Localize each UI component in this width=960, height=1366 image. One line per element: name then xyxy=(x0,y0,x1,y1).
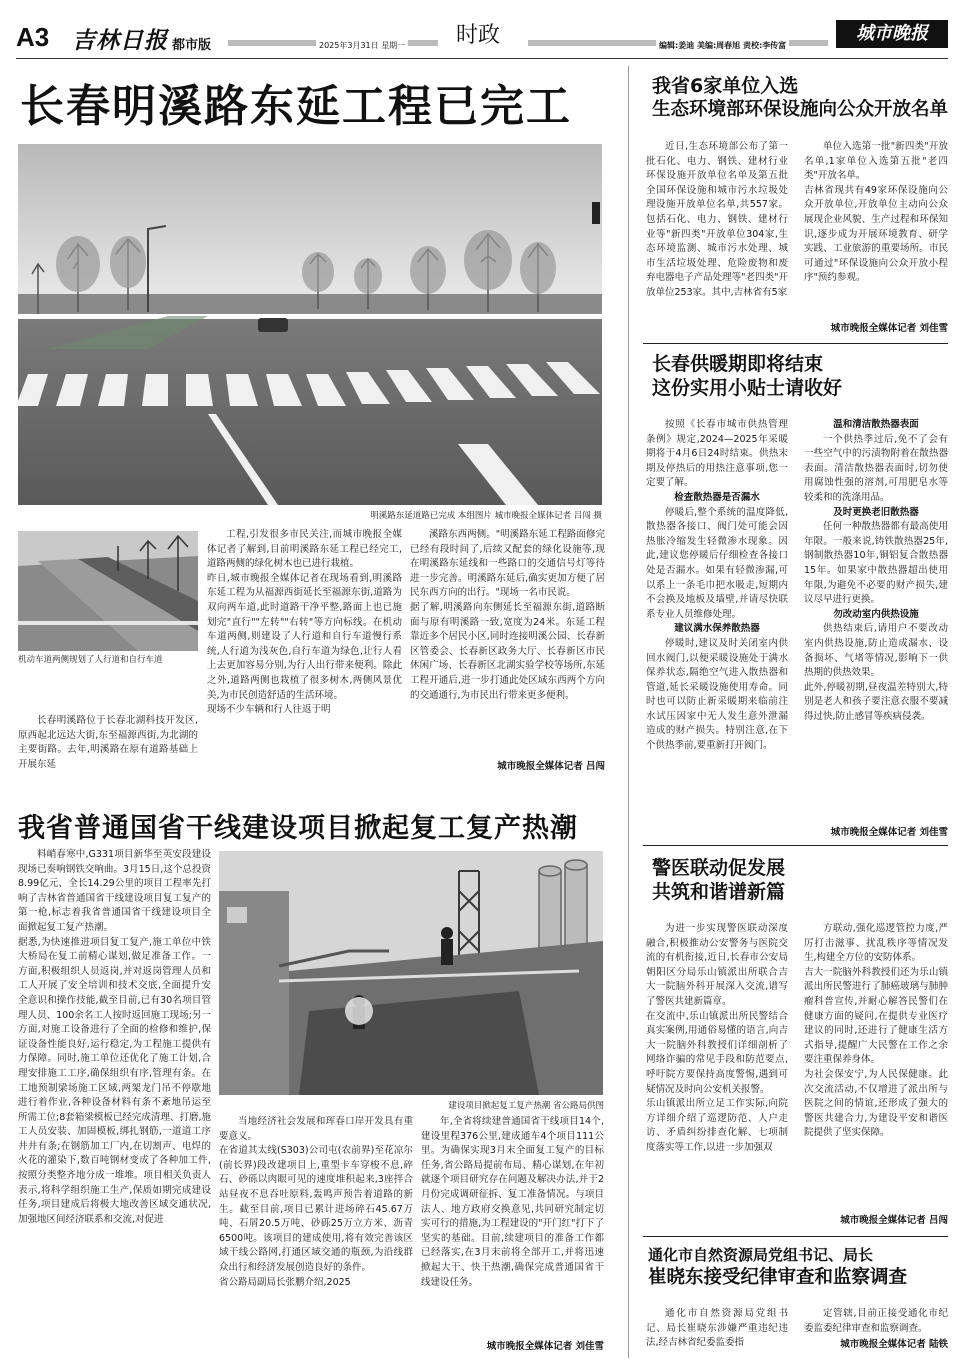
lower-article-col1: 料峭春寒中,G331项目新华至英安段建设现场已奏响钢铁交响曲。3月15日,这个总投资8.99亿元、全长14.29公里的项目工程率先打响了吉林省普通国省干线建设项目复工复产的第一枪,标志着我省普通国省干线建设项目全面掀起复工复产热潮。 据悉,为快速推进项目复工复产,施工单位中铁大桥局在复工前精心谋划,做足准备工作。一方面,积极组织人员返岗,并对返岗管理人员和工人开展了安全培训和技术交底,全面提升安全意识和操作技能,截至目前,已有30名项目管理人员、100余名工人按时返回施工现场;另一方面,对施工设备进行了全面的检修和维护,保证设备性能良好,运行稳定,为工程施工提供有力保障。同时,施工单位还优化了施工计划,合理安排施工工序,确保组织有序,管理有条。在工地预制梁场施工区域,两架龙门吊不停歇地进行着作业,各种设备材料有条不紊地吊运至所需工位;8套箱梁模板已经完成清理、打磨,施工人员安装、加固模板,绑扎钢筋,一道道工序井井有条;在钢筋加工厂内,在切割声、电焊的火花的灌染下,数百吨钢材变成了各种加工件,按照分类整齐地分成一堆堆。项目相关负责人表示,将科学组织施工生产,保质如期完成建设任务,项目建成后将极大地改善区域交通状况,加强地区间经济联系和交流,对促进 xyxy=(18,849,211,1225)
page-number: A3 xyxy=(16,22,50,52)
eco-article-title: 我省6家单位入选 生态环境部环保设施向公众开放名单 xyxy=(652,75,949,120)
main-article-col1: 长春明溪路位于长春北湖科技开发区,原西起北远达大街,东至福源西街,为北湖的主要街路。去年,明溪路在原有道路基础上开展东延 xyxy=(18,715,198,770)
main-article-col2: 工程,引发很多市民关注,而城市晚报全媒体记者了解到,目前明溪路东延工程已经完工,道路两侧的绿化树木也已进行栽植。 昨日,城市晚报全媒体记者在现场看到,明溪路东延工程为从福源西街延长至福源东街,道路为双向两车道,此时道路干净平整,路面上也已施划完"直行""左转""右转"等方向标线。在机动车道两侧,则建设了人行道和自行车道慢行系统,人行道为浅灰色,自行车道为绿色,让行人看上去更加容易分别,为行人出行带来便利。除此之外,道路两侧也栽植了很多树木,两侧风景优美,为市民创造舒适的生活环境。 现场不少车辆和行人往返于明 xyxy=(207,529,402,716)
page-header xyxy=(0,0,960,62)
bike-lane-photo xyxy=(18,531,198,651)
main-headline: 长春明溪路东延工程已完工 xyxy=(20,81,572,132)
eco-article-col1: 近日,生态环境部公布了第一批石化、电力、钢铁、建材行业环保设施开放单位名单及第五批全国环保设施和城市污水垃圾处理设施开放单位名单,共557家。包括石化、电力、钢铁、建材行业等"新四类"开放单位304家,生态环境监测、城市污水处理、城市生活垃圾处理、危险废物和废弃电器电子产品处理等"老四类"开放单位253家。其中,吉林省有5家 xyxy=(646,141,788,298)
police-article-title: 警医联动促发展 共筑和谐谱新篇 xyxy=(652,857,786,903)
brand-logo: 城市晚报 xyxy=(836,20,948,48)
newspaper-name: 吉林日报 xyxy=(72,27,168,54)
heating-byline: 城市晚报全媒体记者 刘佳雪 xyxy=(830,827,948,838)
heating-article-title: 长春供暖期即将结束 这份实用小贴士请收好 xyxy=(652,353,843,399)
main-road-photo xyxy=(18,144,602,505)
heating-article-col1: 按照《长春市城市供热管理条例》规定,2024—2025年采暖期将于4月6日24时结束。供热末期及停热后的用热注意事项,您一定要了解。 检查散热器是否漏水 停暖后,整个系统的温度降低,散热器各接口、阀门处可能会因热胀冷缩发生轻微渗水现象。因此,建议您停暖后仔细检查各接口处是否漏水。如果有轻微渗漏,可以系上一条毛巾把水吸走,短期内不会换及地板及墙壁,并请尽快联系专业人员维修处理。 建议满水保养散热器 停暖时,建议及时关闭室内供回水阀门,以便采暖设施处于满水保养状态,隔绝空气进入散热器和管道,延长采暖设施使用寿命。同时也可以防止新采暖期来临前注水试压因家中无人发生意外泄漏造成的财产损失。特别注意,在下个供热季前,要重新打开阀门。 xyxy=(646,419,788,752)
small-photo-caption: 机动车道两侧规划了人行道和自行车道 xyxy=(18,655,163,665)
editor-credits: 编辑:姜迪 美编:周春旭 责校:李传富 xyxy=(656,40,789,51)
tonghua-byline: 城市晚报全媒体记者 陆铁 xyxy=(840,1339,948,1350)
lower-byline: 城市晚报全媒体记者 刘佳雪 xyxy=(486,1341,604,1352)
lower-article-col3: 年,全省将续建普通国省干线项目14个,建设里程376公里,建成通车4个项目111公里。为确保实现3月末全面复工复产的目标任务,省公路局提前布局、精心谋划,在年初就逐个项目研究存在问题及解决办法,并于2月份完成调研征拆、复工准备情况。与项目法人、地方政府交换意见,共同研究制定切实可行的措施,为工程建设的"开门红"打下了坚实的基础。目前,续建项目的准备工作都已经落实,在3月末前将全部开工,并将迅速掀起大干、快干热潮,确保完成普通国省干线建设任务。 xyxy=(421,1116,604,1288)
lower-headline: 我省普通国省干线建设项目掀起复工复产热潮 xyxy=(18,800,608,851)
lower-article-col2: 当地经济社会发展和珲春口岸开发具有重要意义。 在省道其太线(S303)公司屯(农前界)至花凉尔(前长界)段改建项目上,重型卡车穿梭不息,碎石、砂砾以肉眼可见的速度堆积起来,3座拌合站昼夜不息吞吐原料,轰鸣声预告着道路的新生。截至目前,项目已累计进场碎石45.67万吨、石屑20.5万吨、砂砾25万立方米、沥青6500吨。该项目的建成使用,将有效完善该区域干线公路网,打通区域交通的瓶颈,为沿线群众出行和经济发展创造良好的条件。 省公路局副局长张鹏介绍,2025 xyxy=(219,1116,413,1288)
tonghua-article-col2: 定管辖,目前正接受通化市纪委监委纪律审查和监察调查。 xyxy=(804,1308,948,1334)
main-article-col3: 溪路东西两侧。"明溪路东延工程路面修完已经有段时间了,后续又配套的绿化设施等,现在明溪路东延线和一些路口的交通信号灯等待进一步完善。明溪路东延后,确实更加方便了居民东西方向的出行。"现场一名市民说。 据了解,明溪路向东侧延长至福源东街,道路断面与原有明溪路一致,宽度为24米。东延工程靠近多个居民小区,同时连接明溪公园、长春新区管委会、长春新区政务大厅、长春新区市民休闲广场、长春新区北湖实验学校等场所,东延工程开通后,进一步打通此处区域东西两个方向的交通通行,为市民出行带来更多便利。 xyxy=(410,529,605,701)
eco-article-col2: 单位入选第一批"新四类"开放名单,1家单位入选第五批"老四类"开放名单。 吉林省现共有49家环保设施向公众开放单位,开放单位主动向公众展现企业风貌、生产过程和环保知识,逐步成为开展环境教育、研学实践、工业旅游的重要场所。市民可通过"环保设施向公众开放小程序"预约参观。 xyxy=(804,141,948,284)
construction-photo-caption: 建设项目掀起复工复产热潮 省公路局供图 xyxy=(448,1101,604,1111)
main-photo-caption: 明溪路东延道路已完成 本组图片 城市晚报全媒体记者 吕闯 摄 xyxy=(370,511,602,521)
police-article-col1: 为进一步实现警医联动深度融合,积极推动公安警务与医院交流的有机衔接,近日,长春市公安局朝阳区分局乐山镇派出所联合吉大一院脑外科开展深入交流,谱写了警医共建新篇章。 在交流中,乐山镇派出所民警结合真实案例,用通俗易懂的语言,向吉大一院脑外科教授们详细剖析了网络诈骗的常见手段和防范要点,呼吁院方要保持高度警惕,遇到可疑情况及时向公安机关报警。 乐山镇派出所立足工作实际,向院方详细介绍了巡逻防范、人户走访、矛盾纠纷排查化解、七项制度落实等工作,以进一步加强双 xyxy=(646,923,788,1153)
tonghua-article-title: 通化市自然资源局党组书记、局长 崔晓东接受纪律审查和监察调查 xyxy=(648,1246,908,1288)
edition-name: 都市版 xyxy=(172,38,212,53)
issue-date: 2025年3月31日 星期一 xyxy=(316,40,408,51)
police-byline: 城市晚报全媒体记者 吕闯 xyxy=(840,1215,948,1226)
heating-article-col2: 温和清洁散热器表面 一个供热季过后,免不了会有一些空气中的污渍物附着在散热器表面。清洁散热器表面时,切勿使用腐蚀性强的溶剂,可用肥皂水等较柔和的洗涤用品。 及时更换老旧散热器 任何一种散热器都有最高使用年限。一般来说,铸铁散热器25年,钢制散热器10年,铜铝复合散热器15年。如果家中散热器超出使用年限,为避免不必要的财产损失,建议尽早进行更换。 勿改动室内供热设施 供热结束后,请用户不要改动室内供热设施,防止造成漏水、设备损坏、气堵等情况,影响下一供热期的供热效果。 此外,停暖初期,昼夜温差特别大,特别是老人和孩子要注意衣服不要减得过快,防止感冒等疾病侵袭。 xyxy=(804,419,948,722)
tonghua-article-col1: 通化市自然资源局党组书记、局长崔晓东涉嫌严重违纪违法,经吉林省纪委监委指 xyxy=(646,1308,788,1349)
eco-byline: 城市晚报全媒体记者 刘佳雪 xyxy=(830,323,948,334)
police-article-col2: 方联动,强化巡逻管控力度,严厉打击滋事、扰乱秩序等情况发生,构建全方位的安防体系。 吉大一院脑外科教授们还为乐山镇派出所民警进行了肺癌玻璃与肺肿瘤科普宣传,并耐心解答民警们在健康方面的疑问,在提供专业医疗建议的同时,还进行了健康生活方式指导,提醒广大民警在工作之余要注重保养身体。 为社会保安宁,为人民保健康。此次交流活动,不仅增进了派出所与医院之间的情谊,还形成了强大的警医共建合力,为建设平安和谐医院提供了坚实保障。 xyxy=(804,923,948,1139)
construction-photo xyxy=(219,851,603,1095)
main-byline: 城市晚报全媒体记者 吕闯 xyxy=(497,761,605,772)
section-name: 时政 xyxy=(456,23,501,48)
